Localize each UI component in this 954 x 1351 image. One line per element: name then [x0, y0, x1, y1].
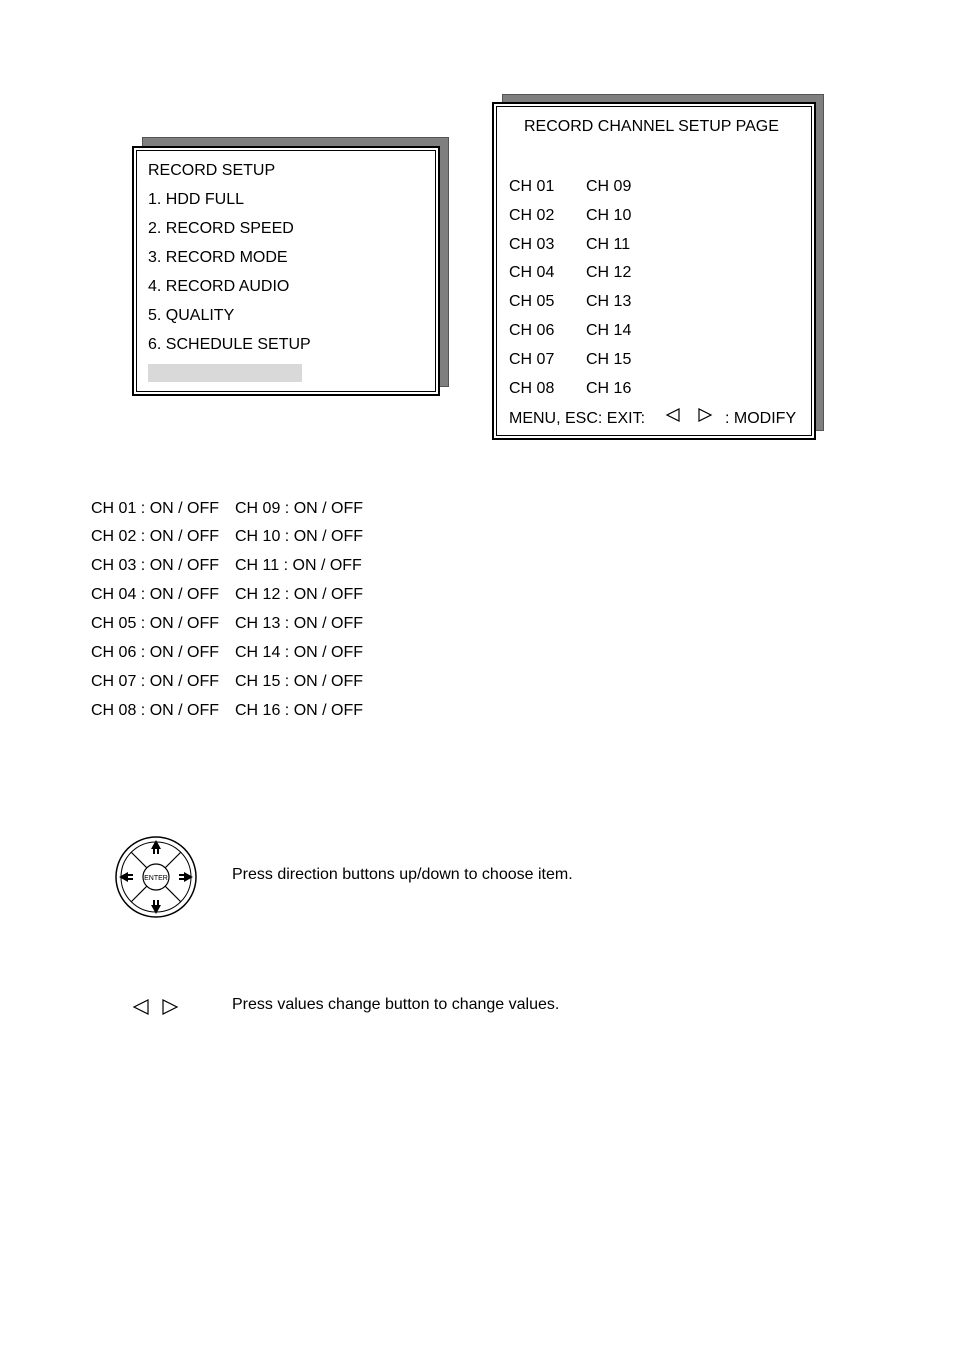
- channel-item-ch13[interactable]: CH 13: [586, 293, 632, 310]
- option-ch10: CH 10 : ON / OFF: [235, 528, 364, 545]
- channel-item-ch01[interactable]: CH 01: [509, 178, 555, 195]
- channel-item-ch15[interactable]: CH 15: [586, 351, 632, 368]
- option-ch14: CH 14 : ON / OFF: [235, 644, 364, 661]
- channel-item-ch16[interactable]: CH 16: [586, 380, 632, 397]
- option-ch16: CH 16 : ON / OFF: [235, 702, 364, 719]
- channel-item-ch07[interactable]: CH 07: [509, 351, 555, 368]
- option-ch06: CH 06 : ON / OFF: [91, 644, 220, 661]
- option-ch07: CH 07 : ON / OFF: [91, 673, 220, 690]
- enter-label: ENTER: [144, 875, 168, 882]
- direction-instruction-text: Press direction buttons up/down to choose item.: [232, 866, 573, 883]
- channel-item-ch03[interactable]: CH 03: [509, 236, 555, 253]
- channel-item-ch10[interactable]: CH 10: [586, 207, 632, 224]
- selection-highlight[interactable]: [148, 364, 302, 382]
- record-setup-title: RECORD SETUP: [148, 162, 276, 179]
- option-ch05: CH 05 : ON / OFF: [91, 615, 220, 632]
- menu-item-record-audio[interactable]: 4. RECORD AUDIO: [148, 278, 290, 295]
- option-ch13: CH 13 : ON / OFF: [235, 615, 364, 632]
- option-ch11: CH 11 : ON / OFF: [235, 557, 362, 574]
- channel-item-ch09[interactable]: CH 09: [586, 178, 632, 195]
- menu-item-schedule-setup[interactable]: 6. SCHEDULE SETUP: [148, 336, 311, 353]
- menu-item-record-speed[interactable]: 2. RECORD SPEED: [148, 220, 294, 237]
- option-ch12: CH 12 : ON / OFF: [235, 586, 364, 603]
- menu-item-quality[interactable]: 5. QUALITY: [148, 307, 235, 324]
- footer-modify-label: : MODIFY: [725, 410, 797, 427]
- channel-item-ch02[interactable]: CH 02: [509, 207, 555, 224]
- right-triangle-icon: [697, 407, 713, 423]
- channel-item-ch12[interactable]: CH 12: [586, 264, 632, 281]
- channel-item-ch04[interactable]: CH 04: [509, 264, 555, 281]
- channel-item-ch11[interactable]: CH 11: [586, 236, 631, 253]
- option-ch04: CH 04 : ON / OFF: [91, 586, 220, 603]
- option-ch02: CH 02 : ON / OFF: [91, 528, 220, 545]
- left-triangle-icon: [132, 998, 150, 1016]
- menu-item-record-mode[interactable]: 3. RECORD MODE: [148, 249, 288, 266]
- channel-item-ch14[interactable]: CH 14: [586, 322, 632, 339]
- right-triangle-icon: [161, 998, 179, 1016]
- direction-pad-icon: [114, 834, 198, 920]
- channel-item-ch05[interactable]: CH 05: [509, 293, 555, 310]
- footer-exit-label: MENU, ESC: EXIT:: [509, 410, 646, 427]
- option-ch01: CH 01 : ON / OFF: [91, 500, 220, 517]
- menu-item-hdd-full[interactable]: 1. HDD FULL: [148, 191, 245, 208]
- record-setup-panel: [132, 146, 440, 396]
- channel-setup-panel: [492, 102, 816, 440]
- channel-setup-title: RECORD CHANNEL SETUP PAGE: [524, 118, 779, 135]
- values-instruction-text: Press values change button to change values.: [232, 996, 560, 1013]
- option-ch15: CH 15 : ON / OFF: [235, 673, 364, 690]
- option-ch08: CH 08 : ON / OFF: [91, 702, 220, 719]
- option-ch09: CH 09 : ON / OFF: [235, 500, 364, 517]
- channel-item-ch08[interactable]: CH 08: [509, 380, 555, 397]
- option-ch03: CH 03 : ON / OFF: [91, 557, 220, 574]
- channel-item-ch06[interactable]: CH 06: [509, 322, 555, 339]
- left-triangle-icon: [665, 407, 681, 423]
